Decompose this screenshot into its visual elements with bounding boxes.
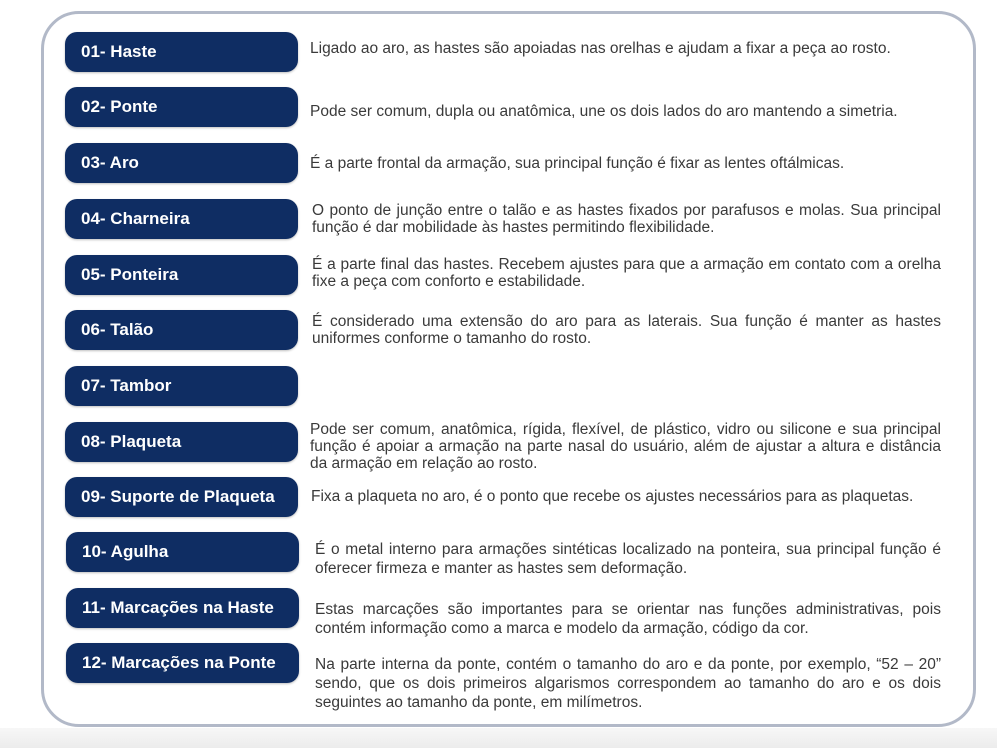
item-label-marcacoes-na-haste: 11- Marcações na Haste	[66, 588, 299, 628]
item-description-aro: É a parte frontal da armação, sua principal função é fixar as lentes oftálmicas.	[310, 155, 845, 172]
item-description-agulha: É o metal interno para armações sintéticas localizado na ponteira, sua principal função é oferecer firmeza e manter as hastes sem deformação.	[315, 541, 941, 577]
item-label-ponte: 02- Ponte	[65, 87, 298, 127]
item-label-haste: 01- Haste	[65, 32, 298, 72]
item-description-ponteira: É a parte final das hastes. Recebem ajustes para que a armação em contato com a orelha fixe a peça com conforto e estabilidade.	[312, 256, 941, 290]
item-label-charneira: 04- Charneira	[65, 199, 298, 239]
item-description-marcacoes-na-ponte: Na parte interna da ponte, contém o tamanho do aro e da ponte, por exemplo, “52 – 20” sendo, que os dois primeiros algarismos correspondem ao tamanho do aro e os dois seguintes ao tamanho da ponte, em milímetros.	[315, 656, 941, 711]
item-label-tambor: 07- Tambor	[65, 366, 298, 406]
item-label-agulha: 10- Agulha	[66, 532, 299, 572]
item-label-plaqueta: 08- Plaqueta	[65, 422, 298, 462]
item-description-charneira: O ponto de junção entre o talão e as hastes fixados por parafusos e molas. Sua principal função é dar mobilidade às hastes permitindo flexibilidade.	[312, 202, 941, 236]
item-label-marcacoes-na-ponte: 12- Marcações na Ponte	[66, 643, 299, 683]
item-label-suporte-de-plaqueta: 09- Suporte de Plaqueta	[65, 477, 298, 517]
item-label-aro: 03- Aro	[65, 143, 298, 183]
item-description-marcacoes-na-haste: Estas marcações são importantes para se orientar nas funções administrativas, pois contém informação como a marca e modelo da armação, código da cor.	[315, 601, 941, 637]
item-description-ponte: Pode ser comum, dupla ou anatômica, une os dois lados do aro mantendo a simetria.	[310, 103, 898, 120]
page-bottom-shadow	[0, 728, 997, 748]
item-label-talao: 06- Talão	[65, 310, 298, 350]
item-description-suporte-de-plaqueta: Fixa a plaqueta no aro, é o ponto que recebe os ajustes necessários para as plaquetas.	[311, 488, 914, 505]
item-description-talao: É considerado uma extensão do aro para as laterais. Sua função é manter as hastes uniformes conforme o tamanho do rosto.	[312, 313, 941, 347]
item-description-haste: Ligado ao aro, as hastes são apoiadas nas orelhas e ajudam a fixar a peça ao rosto.	[310, 40, 891, 57]
item-label-ponteira: 05- Ponteira	[65, 255, 298, 295]
item-description-plaqueta: Pode ser comum, anatômica, rígida, flexível, de plástico, vidro ou silicone e sua principal função é apoiar a armação na parte nasal do usuário, além de ajustar a altura e distância da armação em relação ao rosto.	[310, 421, 941, 472]
